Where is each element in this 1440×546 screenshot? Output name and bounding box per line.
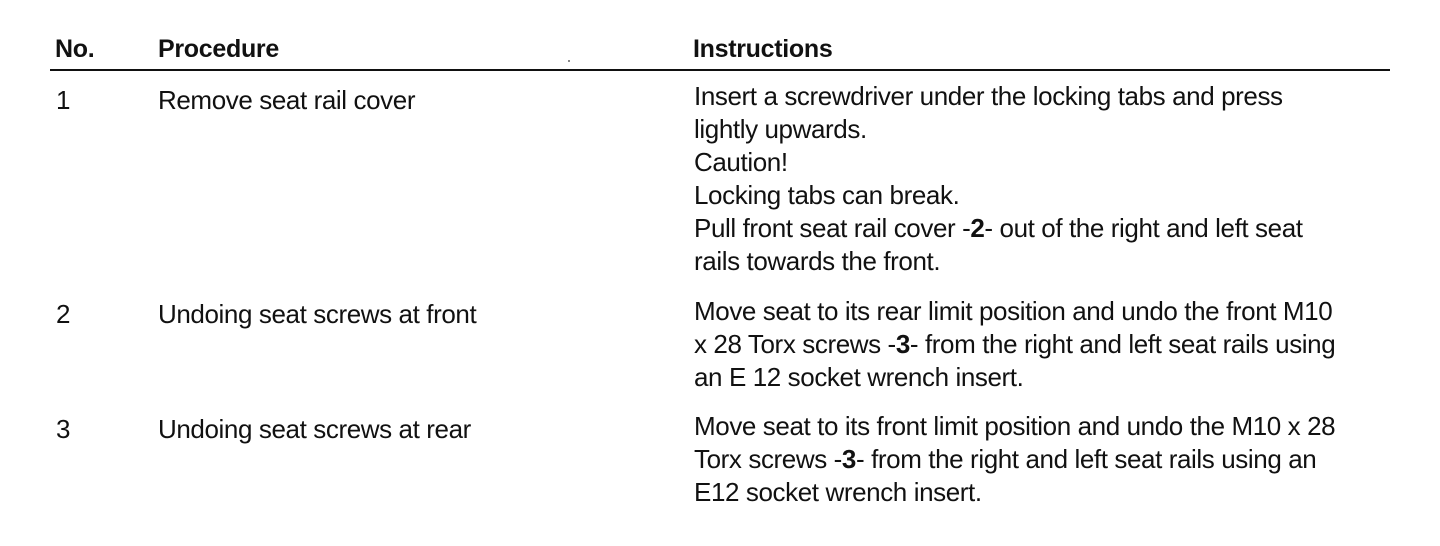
header-divider [50, 69, 1390, 71]
row-number: 3 [56, 414, 71, 444]
instruction-text: Torx screws - [694, 444, 842, 474]
instruction-line: rails towards the front. [694, 246, 941, 276]
instruction-line: Move seat to its rear limit position and undo the front M10 [694, 296, 1333, 326]
header-instructions: Instructions [693, 35, 833, 63]
row-number: 1 [56, 85, 71, 115]
header-procedure: Procedure [158, 35, 279, 63]
instruction-line: Insert a screwdriver under the locking tabs and press [694, 81, 1283, 111]
instruction-line: Locking tabs can break. [694, 180, 960, 210]
row-instructions [694, 295, 1394, 394]
row-instructions [694, 410, 1394, 509]
instruction-line: Move seat to its front limit position and undo the M10 x 28 [694, 411, 1336, 441]
instruction-text: - from the right and left seat rails using an [855, 444, 1317, 474]
instruction-line: E12 socket wrench insert. [694, 477, 982, 507]
instruction-text: Pull front seat rail cover - [694, 213, 971, 243]
instruction-text: - out of the right and left seat [984, 213, 1303, 243]
instruction-text: - from the right and left seat rails using [909, 329, 1336, 359]
header-no: No. [55, 35, 95, 63]
instruction-line: lightly upwards. [694, 114, 867, 144]
row-procedure: Remove seat rail cover [158, 85, 416, 115]
instruction-text: x 28 Torx screws - [694, 329, 896, 359]
row-procedure: Undoing seat screws at front [158, 299, 477, 329]
instruction-line: an E 12 socket wrench insert. [694, 362, 1024, 392]
instruction-line [694, 443, 1394, 476]
row-number: 2 [56, 299, 71, 329]
row-instructions [694, 80, 1394, 278]
instruction-line [694, 212, 1394, 245]
item-reference: 2 [970, 213, 985, 243]
instruction-line [694, 328, 1394, 361]
row-procedure: Undoing seat screws at rear [158, 414, 471, 444]
scan-speck [568, 60, 570, 62]
item-reference: 3 [841, 444, 856, 474]
instruction-line: Caution! [694, 147, 788, 177]
item-reference: 3 [895, 329, 910, 359]
